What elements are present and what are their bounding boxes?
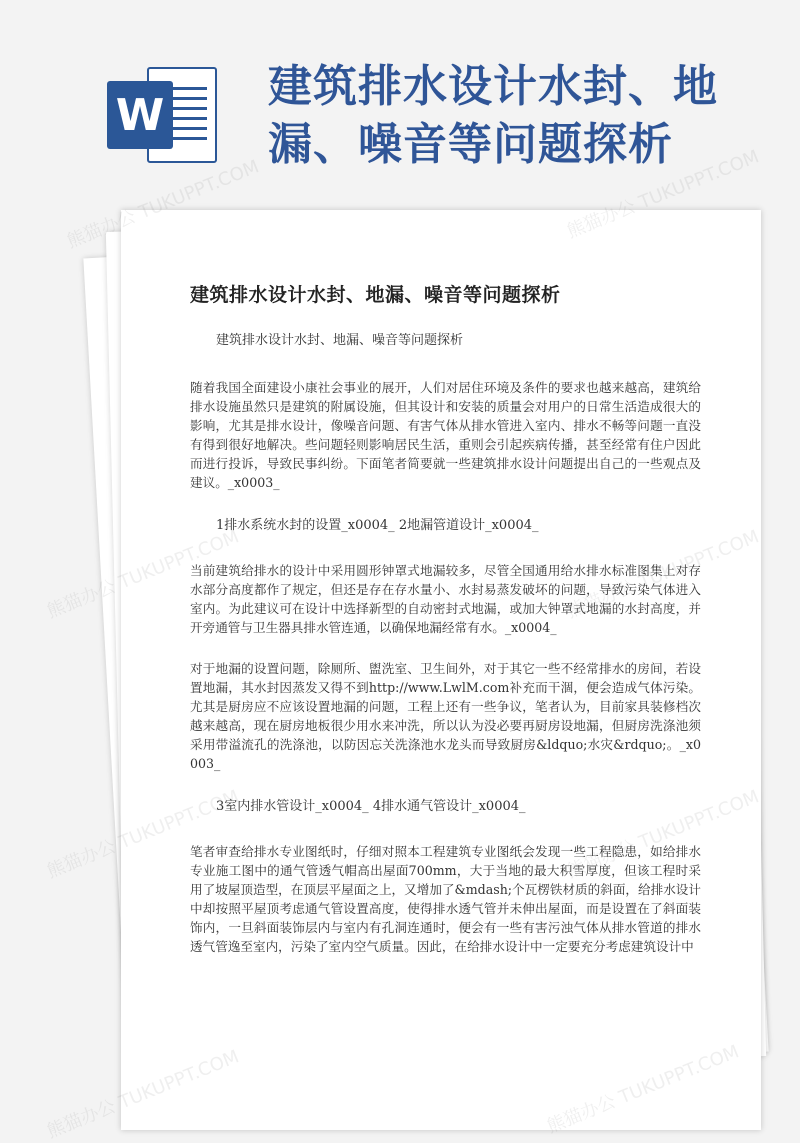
section-heading: 3室内排水管设计_x0004_ 4排水通气管设计_x0004_ [216,799,526,814]
document-subtitle: 建筑排水设计水封、地漏、噪音等问题探析 [216,333,464,348]
header-title: 建筑排水设计水封、地漏、噪音等问题探析 [268,61,718,170]
section-heading: 1排水系统水封的设置_x0004_ 2地漏管道设计_x0004_ [216,518,539,533]
paragraph-vent-pipe: 笔者审查给排水专业图纸时，仔细对照本工程建筑专业图纸会发现一些工程隐患，如给排水专业施工图中的通气管透气帽高出屋面700mm，大于当地的最大积雪厚度，但该工程时采用了坡屋顶造型，在顶层平屋面之上，又增加了&mdash;个瓦楞铁材质的斜面，给排水设计中却按照平屋顶考虑通气管设置高度，使得排水透气管并未伸出屋面，而是设置在了斜面装饰内，一旦斜面装饰层内与室内有孔洞连通时，便会有一些有害污浊气体从排水管道的排水透气管逸至室内，污染了室内空气质量。因此，在给排水设计中一定要充分考虑建筑设计中 [190,844,701,954]
document-title: 建筑排水设计水封、地漏、噪音等问题探析 [190,284,561,306]
paragraph-drain-placement: 对于地漏的设置问题，除厕所、盥洗室、卫生间外，对于其它一些不经常排水的房间，若设置地漏，其水封因蒸发又得不到http://www.LwlM.com补充而干涸，便会造成气体污染。尤其是厨房应不应该设置地漏的问题，工程上还有一些争议，笔者认为，目前家具装修档次越来越高，现在厨房地板很少用水来冲洗，所以认为没必要再厨房设地漏，但厨房洗涤池须采用带溢流孔的洗涤池，以防因忘关洗涤池水龙头而导致厨房&ldquo;水灾&rdquo;。_x0003_ [190,661,701,771]
watermark: 熊猫办公 TUKUPPT.COM [64,156,262,253]
document-page [121,210,761,1130]
watermark: 熊猫办公 [44,576,119,623]
word-letter-badge: W [107,81,173,149]
paragraph-intro: 随着我国全面建设小康社会事业的展开，人们对居住环境及条件的要求也越来越高，建筑给排水设施虽然只是建筑的附属设施，但其设计和安装的质量会对用户的日常生活造成很大的影响，尤其是排水设计，像噪音问题、有害气体从排水管进入室内、排水不畅等问题一直没有得到很好地解决。些问题轻则影响居民生活，重则会引起疾病传播，甚至经常有住户因此而进行投诉，导致民事纠纷。下面笔者简要就一些建筑排水设计问题提出自己的一些观点及建议。_x0003_ [190,380,701,490]
paragraph-floor-drain: 当前建筑给排水的设计中采用圆形钟罩式地漏较多，尽管全国通用给水排水标准图集上对存水部分高度都作了规定，但还是存在存水量小、水封易蒸发破坏的问题，导致污染气体进入室内。为此建议可在设计中选择新型的自动密封式地漏，或加大钟罩式地漏的水封高度，并开旁通管与卫生器具排水管连通，以确保地漏经常有水。_x0004_ [190,563,701,635]
watermark: 熊猫办公 [44,1096,119,1143]
watermark: 熊猫办公 TUKUPPT.COM [564,146,762,243]
watermark: 熊猫办公 [44,836,119,883]
word-app-icon [107,67,217,163]
